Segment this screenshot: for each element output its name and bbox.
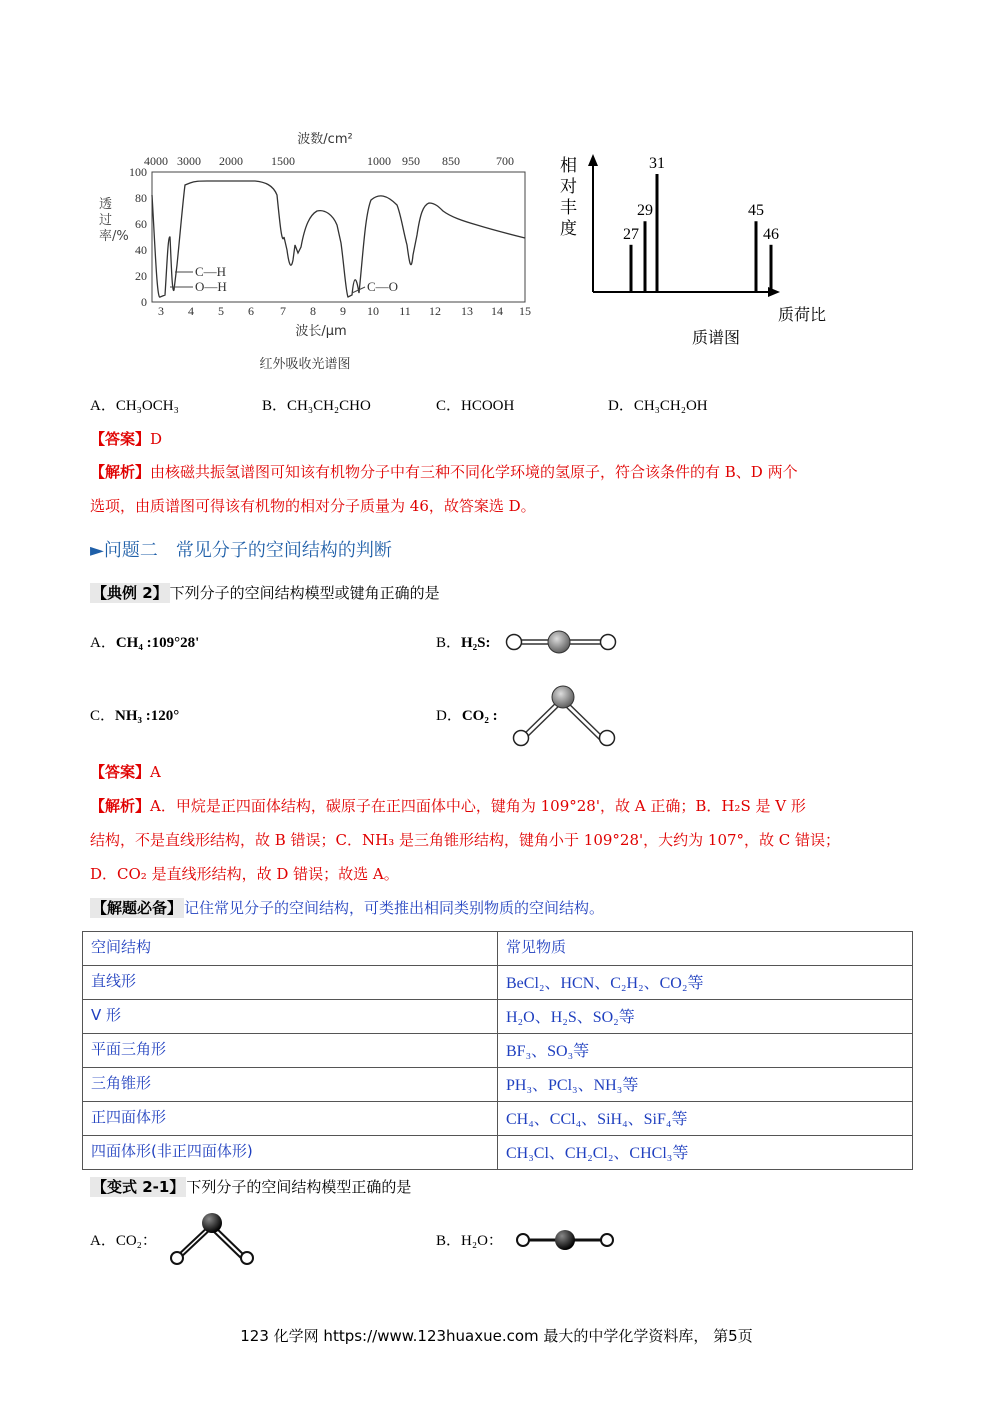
- ex2-analysis-line-3: D．CO₂ 是直线形结构，故 D 错误；故选 A。: [90, 865, 399, 883]
- option-text: H₂S:: [461, 635, 491, 651]
- annotation-co: C—O: [367, 279, 399, 294]
- x-tick: 9: [340, 304, 346, 318]
- var21-stem-text: 下列分子的空间结构模型正确的是: [186, 1178, 412, 1196]
- co2-bent-model: [508, 680, 620, 750]
- h2o-linear-model: [515, 1227, 615, 1253]
- option-letter: B．: [436, 635, 462, 651]
- table-cell: CH₃Cl、CH₂Cl₂、CHCl₃等: [498, 1136, 913, 1170]
- y-tick-60: 60: [135, 217, 147, 231]
- analysis-tag: 【解析】: [90, 463, 151, 481]
- ex2-option-c: [90, 705, 179, 727]
- ir-caption: 红外吸收光谱图: [259, 357, 351, 372]
- top-tick: 3000: [177, 154, 201, 168]
- top-tick: 950: [402, 154, 420, 168]
- answer-tag: 【答案】: [90, 430, 151, 448]
- ms-peak-label: 27: [623, 225, 639, 243]
- essentials-tag: 【解题必备】: [92, 899, 183, 917]
- top-tick: 1000: [367, 154, 391, 168]
- option-text: NH₃ :120°: [115, 708, 180, 724]
- ms-x-axis-label: 质荷比: [778, 305, 827, 324]
- table-cell: 正四面体形: [83, 1102, 498, 1136]
- answer-tag: 【答案】: [90, 763, 151, 781]
- annotation-oh: O—H: [195, 279, 227, 294]
- ir-y-axis-label: 透过率/%: [99, 197, 129, 244]
- analysis-tag: 【解析】: [90, 797, 151, 815]
- x-tick: 13: [461, 304, 473, 318]
- table-cell: CH₄、CCl₄、SiH₄、SiF₄等: [498, 1102, 913, 1136]
- top-tick: 4000: [144, 154, 168, 168]
- ex2-option-b: [436, 632, 491, 654]
- ex2-option-d: [436, 705, 498, 727]
- ex2-answer: [90, 761, 161, 783]
- mass-spectrum-figure: [556, 150, 846, 350]
- table-cell: PH₃、PCl₃、NH₃等: [498, 1068, 913, 1102]
- ex2-option-a: [90, 632, 199, 654]
- table-header-cell: 常见物质: [498, 932, 913, 966]
- table-header-row: [83, 932, 913, 966]
- x-tick: 7: [280, 304, 286, 318]
- co2-bent-model-small: [165, 1210, 260, 1268]
- table-row: [83, 966, 913, 1000]
- y-tick-80: 80: [135, 191, 147, 205]
- q1-analysis-line-1: [90, 461, 798, 483]
- x-tick: 8: [310, 304, 316, 318]
- ms-peak-label: 45: [748, 202, 764, 220]
- table-cell: H₂O、H₂S、SO₂等: [498, 1000, 913, 1034]
- top-axis-label: 波数/cm²: [297, 132, 353, 147]
- table-cell: 平面三角形: [83, 1034, 498, 1068]
- ms-peak-label: 29: [637, 202, 653, 220]
- answer-value: D: [150, 430, 163, 448]
- x-tick: 12: [429, 304, 441, 318]
- answer-value: A: [150, 763, 161, 781]
- var21-option-b: B．H₂O：: [436, 1233, 503, 1249]
- option-text: CH₄ :109°28': [115, 635, 200, 651]
- q1-option-c: C．HCOOH: [436, 398, 515, 414]
- y-tick-20: 20: [135, 269, 147, 283]
- x-tick: 11: [399, 304, 411, 318]
- q1-option-b: B．CH₃CH₂CHO: [262, 398, 371, 414]
- option-letter: D．: [436, 708, 462, 724]
- top-tick: 1500: [271, 154, 295, 168]
- table-cell: 三角锥形: [83, 1068, 498, 1102]
- ex2-tag: 【典例 2】: [92, 584, 168, 602]
- option-text: CO₂ :: [461, 708, 498, 724]
- ex2-stem-text: 下列分子的空间结构模型或键角正确的是: [169, 584, 440, 602]
- x-tick: 15: [519, 304, 531, 318]
- page-footer: 123 化学网 https://www.123huaxue.com 最大的中学化学资料库， 第5页: [240, 1327, 753, 1345]
- table-cell: 直线形: [83, 966, 498, 1000]
- analysis-text: A．甲烷是正四面体结构，碳原子在正四面体中心，键角为 109°28'，故 A 正确；B．H₂S 是 V 形: [150, 797, 806, 815]
- q1-option-d: D．CH₃CH₂OH: [608, 398, 708, 414]
- section-heading: ►问题二 常见分子的空间结构的判断: [90, 540, 392, 561]
- x-axis-label: 波长/μm: [295, 324, 347, 339]
- ex2-analysis-line-2: 结构，不是直线形结构，故 B 错误；C．NH₃ 是三角锥形结构，键角小于 109°28'，大约为 107°，故 C 错误；: [90, 831, 841, 849]
- ir-spectrum-svg: [95, 125, 545, 380]
- table-cell: 四面体形(非正四面体形): [83, 1136, 498, 1170]
- table-row: [83, 1068, 913, 1102]
- table-row: [83, 1136, 913, 1170]
- top-tick: 850: [442, 154, 460, 168]
- table-cell: BeCl₂、HCN、C₂H₂、CO₂等: [498, 966, 913, 1000]
- table-cell: BF₃、SO₃等: [498, 1034, 913, 1068]
- x-tick: 5: [218, 304, 224, 318]
- top-tick: 700: [496, 154, 514, 168]
- ir-spectrum-figure: [95, 125, 545, 380]
- analysis-text: 由核磁共振氢谱图可知该有机物分子中有三种不同化学环境的氢原子，符合该条件的有 B、D 两个: [150, 463, 798, 481]
- annotation-ch: C—H: [195, 264, 227, 279]
- table-cell: V 形: [83, 1000, 498, 1034]
- q1-option-a: A．CH₃OCH₃: [90, 398, 179, 414]
- ms-peak-label: 31: [649, 155, 665, 172]
- var21-option-a: A．CO₂：: [90, 1233, 157, 1249]
- structure-table: [82, 931, 913, 1170]
- table-row: [83, 1000, 913, 1034]
- x-tick: 6: [248, 304, 254, 318]
- h2s-linear-model: [505, 627, 617, 657]
- table-row: [83, 1102, 913, 1136]
- option-letter: C．: [90, 708, 116, 724]
- x-tick: 3: [158, 304, 164, 318]
- option-letter: A．: [90, 635, 116, 651]
- y-tick-0: 0: [141, 295, 147, 309]
- ms-peak-label: 46: [763, 225, 779, 243]
- top-tick: 2000: [219, 154, 243, 168]
- essentials-text: 记住常见分子的空间结构，可类推出相同类别物质的空间结构。: [184, 899, 605, 917]
- ms-caption: 质谱图: [691, 328, 741, 347]
- y-tick-100: 100: [129, 165, 147, 179]
- ex2-stem: [90, 582, 440, 604]
- x-tick: 14: [491, 304, 503, 318]
- table-row: [83, 1034, 913, 1068]
- var21-tag: 【变式 2-1】: [92, 1178, 185, 1196]
- x-tick: 10: [367, 304, 379, 318]
- ex2-analysis-line-1: [90, 795, 806, 817]
- ms-peaks: [623, 155, 779, 292]
- x-tick: 4: [188, 304, 194, 318]
- ms-svg: [556, 150, 846, 350]
- q1-analysis-line-2: 选项，由质谱图可得该有机物的相对分子质量为 46，故答案选 D。: [90, 497, 536, 515]
- ms-y-axis-label: 相对丰度: [560, 156, 577, 239]
- q1-answer: [90, 428, 162, 450]
- essentials-intro: [90, 897, 604, 919]
- table-header-cell: 空间结构: [83, 932, 498, 966]
- var21-stem: [90, 1176, 411, 1198]
- y-tick-40: 40: [135, 243, 147, 257]
